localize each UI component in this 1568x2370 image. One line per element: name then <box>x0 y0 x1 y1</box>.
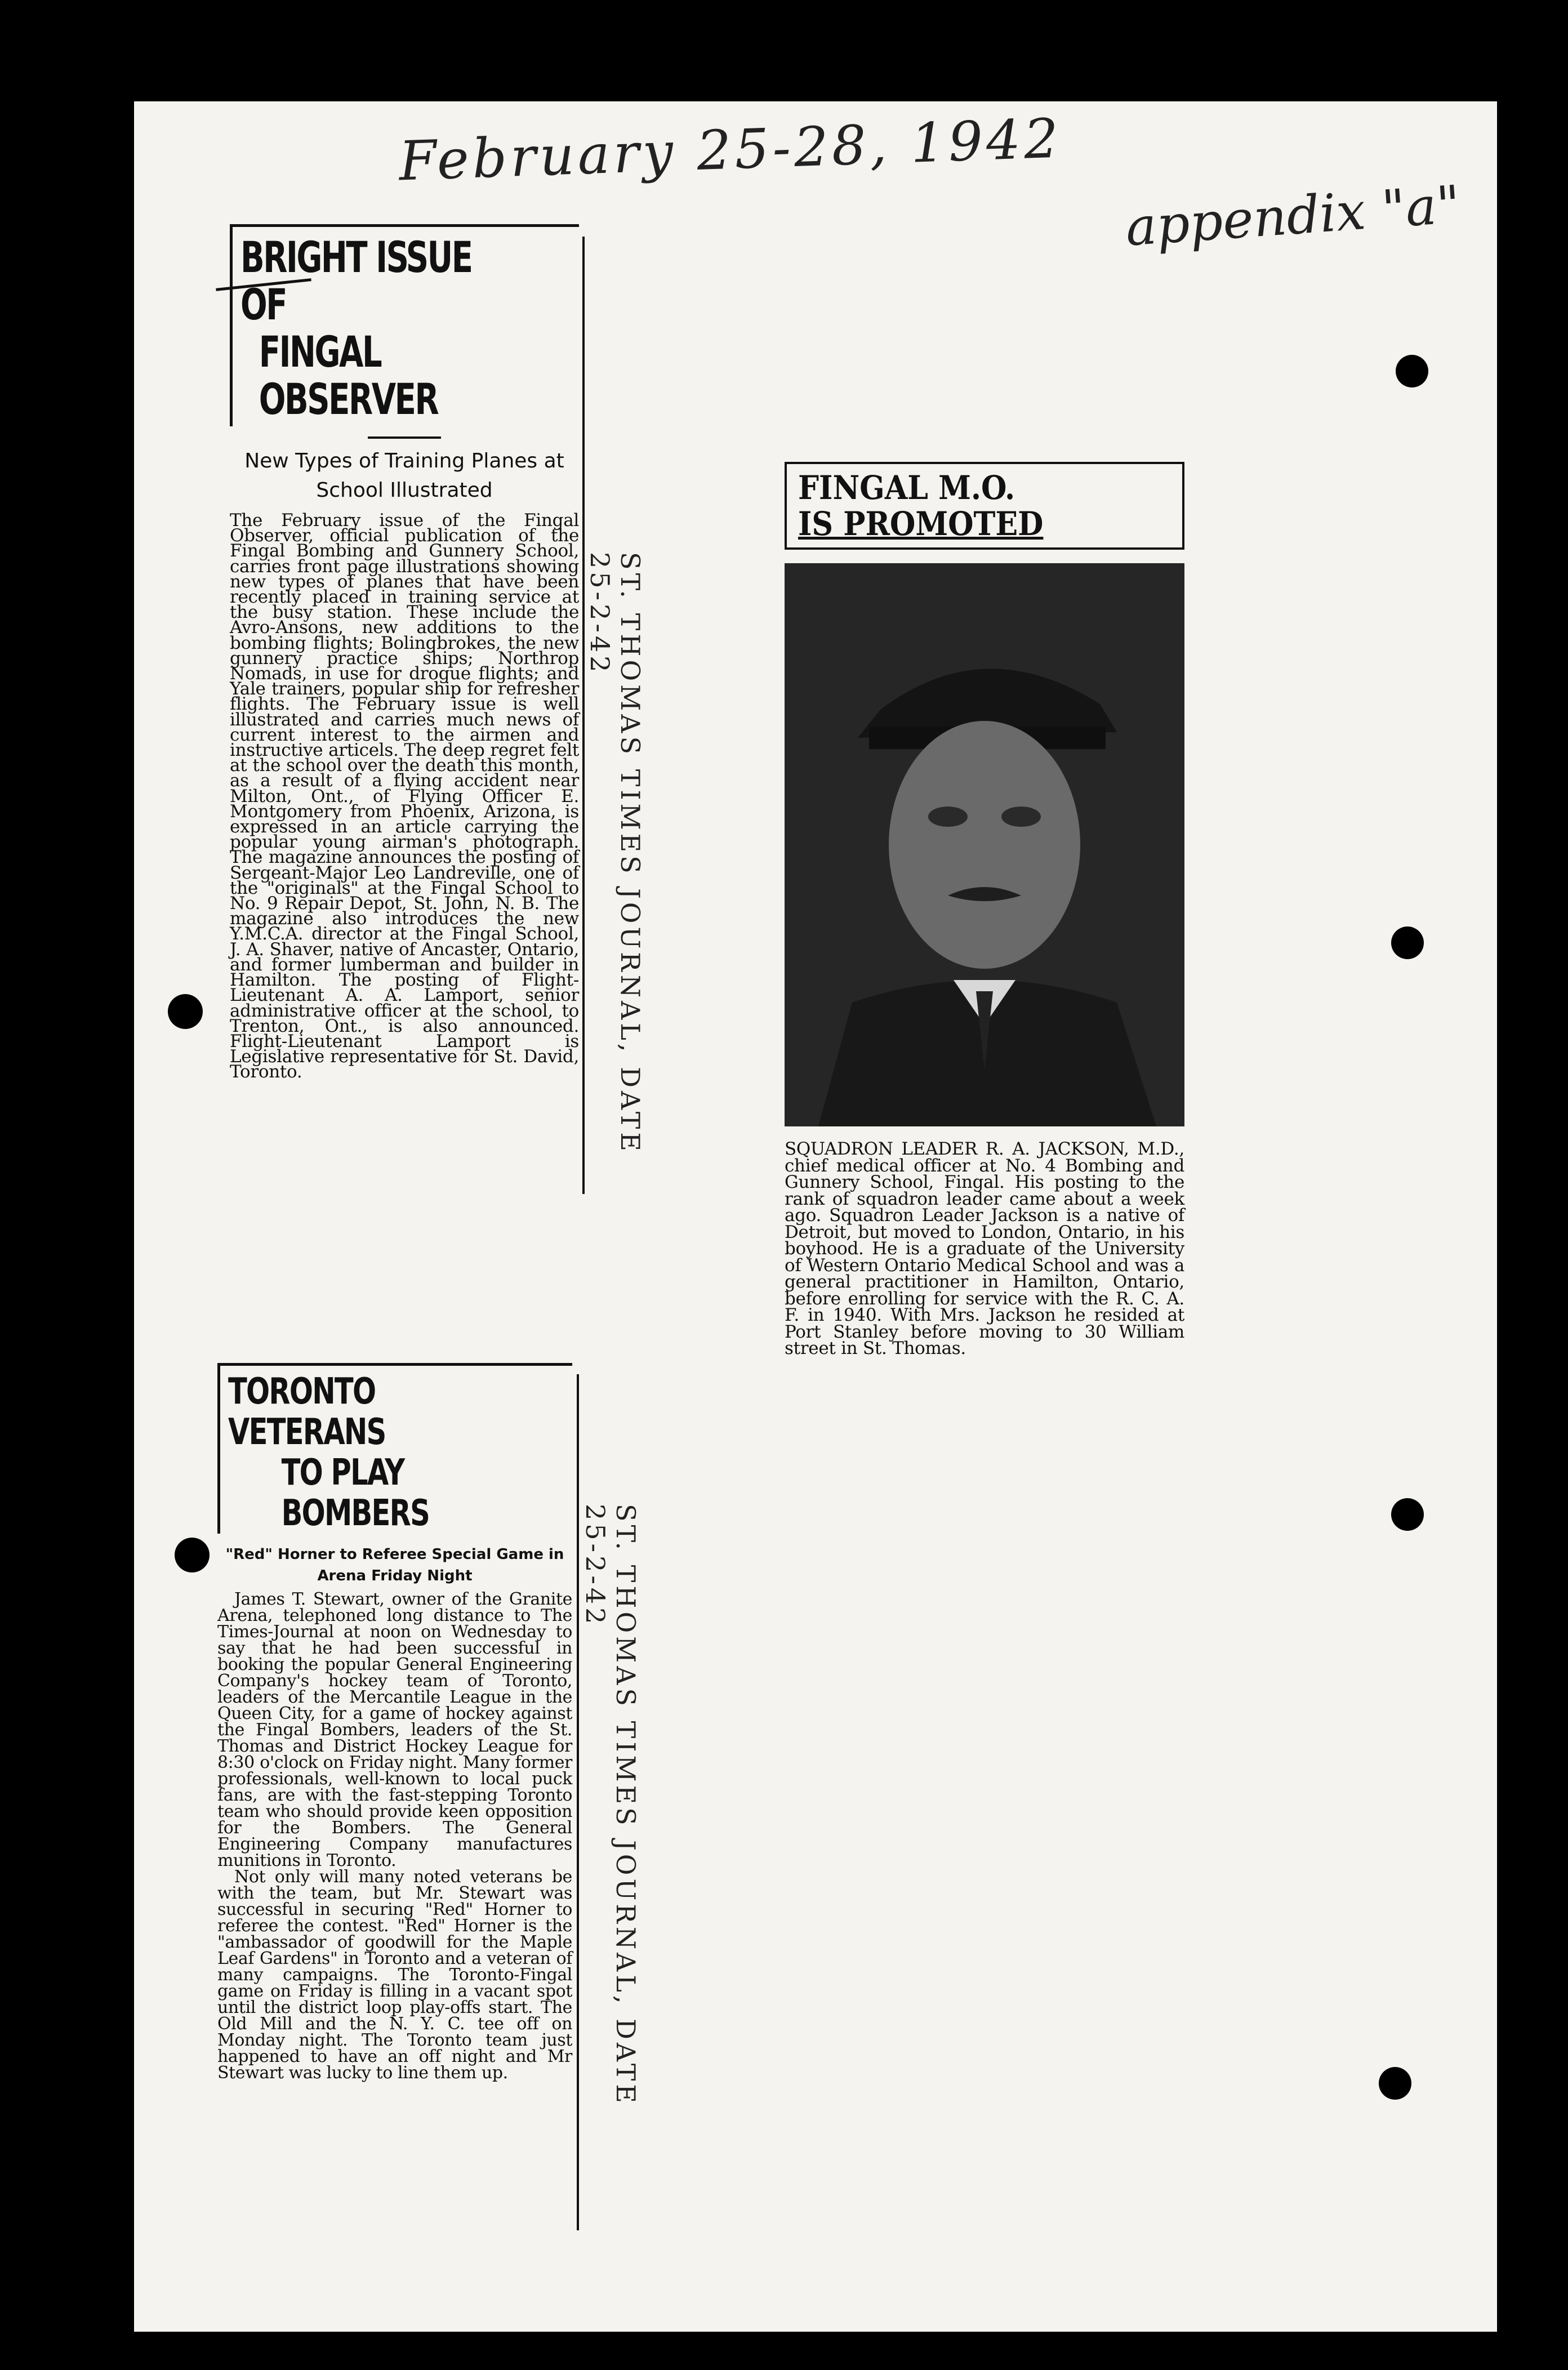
clipping-edge <box>582 237 585 1194</box>
officer-portrait-icon <box>785 563 1184 1126</box>
clipping-toronto-veterans <box>217 1363 572 2208</box>
handwritten-date: February 25-28, 1942 <box>398 106 1063 193</box>
headline: TORONTO VETERANS TO PLAY BOMBERS <box>217 1363 572 1534</box>
article-body: The February issue of the Fingal Observer, official publication of the Fingal Bombing and Gunnery School, carries front page illustrations showing new types of planes that have been recently placed in training service at the busy station. These include the Avro-Ansons, new additions to the bombing flights; Bolingbrokes, the new gunnery practice ships; Northrop Nomads, in use for drogue flights; and Yale trainers, popular ship for refresher flights. The February issue is well illustrated and carries much news of current interest to the airmen and instructive articels. The deep regret felt at the school over the death this month, as a result of a flying accident near Milton, Ont., of Flying Officer E. Montgomery from Phoenix, Arizona, is expressed in an article carrying the popular young airman's photograph. The magazine announces the posting of Sergeant-Major Leo Landreville, one of the "originals" at the Fingal School to No. 9 Repair Depot, St. John, N. B. The magazine also introduces the new Y.M.C.A. director at the Fingal School, J. A. Shaver, native of Ancaster, Ontario, and former lumberman and builder in Hamilton. The posting of Flight-Lieutenant A. A. Lamport, senior administrative officer at the school, to Trenton, Ont., is also announced. Flight-Lieutenant Lamport is Legislative representative for St. David, Toronto. <box>230 510 579 1082</box>
article-body: Not only will many noted veterans be with the team, but Mr. Stewart was successful in securing "Red" Horner to referee the contest. "Red" Horner is the "ambassador of goodwill for the Maple Leaf Gardens" in Toronto and a veteran of many campaigns. The Toronto-Fingal game on Friday is filling in a vacant spot until the district loop play-offs start. The Old Mill and the N. Y. C. tee off on Monday night. The Toronto team just happened to have an off night and Mr Stewart was lucky to line them up. <box>217 1867 572 2083</box>
article-body: James T. Stewart, owner of the Granite Arena, telephoned long distance to The Times-Journal at noon on Wednesday to say that he had been successful in booking the popular General Engineering Company's hockey team of Toronto, leaders of the Mercantile League in the Queen City, for a game of hockey against the Fingal Bombers, leaders of the St. Thomas and District Hockey League for 8:30 o'clock on Friday night. Many former professionals, well-known to local puck fans, are with the fast-stepping Toronto team who should provide keen opposition for the Bombers. The General Engineering Company manufactures munitions in Toronto. <box>217 1589 572 1870</box>
headline: FINGAL M.O. IS PROMOTED <box>785 462 1184 550</box>
punch-hole <box>1379 2067 1411 2100</box>
punch-hole <box>1396 355 1428 387</box>
newspaper-date-stamp: ST. THOMAS TIMES JOURNAL, DATE 25-2-42 <box>580 1504 641 2106</box>
punch-hole <box>1391 926 1424 959</box>
portrait-photo <box>785 563 1184 1126</box>
punch-hole <box>168 994 203 1029</box>
subhead: New Types of Training Planes at School Illustrated <box>244 449 564 502</box>
headline: BRIGHT ISSUE OF FINGAL OBSERVER <box>230 224 579 426</box>
clipping-edge <box>577 1374 579 2230</box>
punch-hole <box>175 1538 210 1572</box>
punch-hole <box>1391 1498 1424 1531</box>
subhead: "Red" Horner to Referee Special Game in Arena Friday Night <box>225 1546 564 1584</box>
handwritten-appendix-note: appendix "a" <box>1123 174 1463 258</box>
clipping-fingal-mo <box>785 462 1184 1532</box>
scrapbook-page <box>134 101 1497 2332</box>
photo-caption: SQUADRON LEADER R. A. JACKSON, M.D., chief medical officer at No. 4 Bombing and Gunnery School, Fingal. His posting to the rank of squadron leader came about a week ago. Squadron Leader Jackson is a native of Detroit, but moved to London, Ontario, in his boyhood. He is a graduate of the University of Western Ontario Medical School and was a general practitioner in Hamilton, Ontario, before enrolling for service with the R. C. A. F. in 1940. With Mrs. Jackson he resided at Port Stanley before moving to 30 William street in St. Thomas. <box>785 1139 1184 1358</box>
newspaper-date-stamp: ST. THOMAS TIMES JOURNAL, DATE 25-2-42 <box>585 552 645 1155</box>
clipping-fingal-observer <box>230 224 579 1294</box>
